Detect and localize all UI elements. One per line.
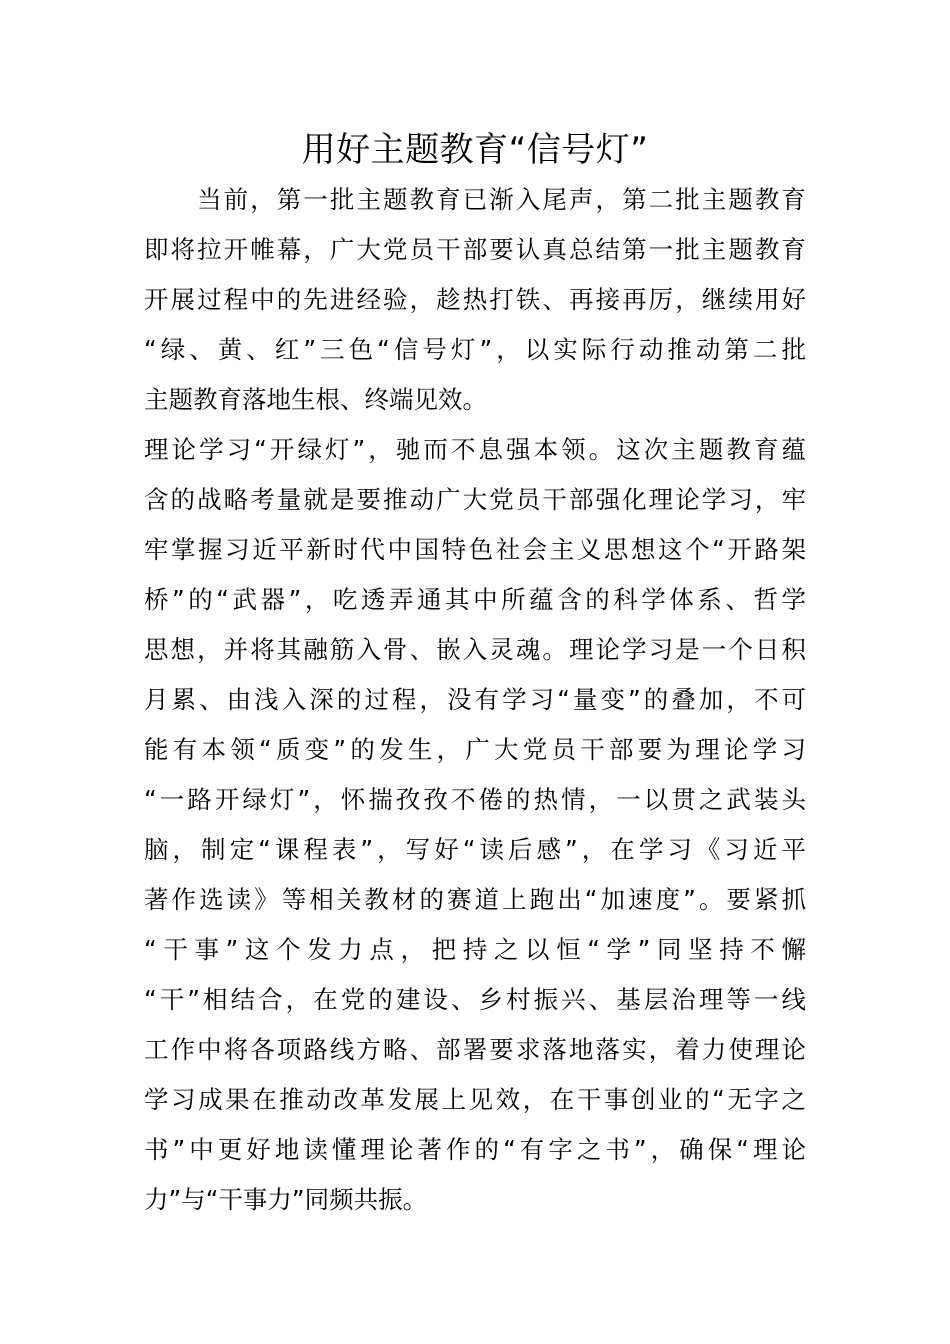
body-line: 书”中更好地读懂理论著作的“有字之书”，确保“理论: [144, 1135, 806, 1164]
body-line: 桥”的“武器”，吃透弄通其中所蕴含的科学体系、哲学: [144, 585, 806, 614]
document-title: 用好主题教育“信号灯”: [301, 130, 649, 170]
body-line: 学习成果在推动改革发展上见效，在干事创业的“无字之: [144, 1085, 806, 1114]
body-line: 著作选读》等相关教材的赛道上跑出“加速度”。要紧抓: [144, 885, 806, 914]
body-line: 即将拉开帷幕，广大党员干部要认真总结第一批主题教育: [144, 235, 806, 264]
body-line: “一路开绿灯”，怀揣孜孜不倦的热情，一以贯之武装头: [144, 785, 806, 814]
body-line: 力”与“干事力”同频共振。: [144, 1185, 428, 1214]
body-line: 工作中将各项路线方略、部署要求落地落实，着力使理论: [144, 1035, 806, 1064]
body-line: “干”相结合，在党的建设、乡村振兴、基层治理等一线: [144, 985, 806, 1014]
body-line: 能有本领“质变”的发生，广大党员干部要为理论学习: [144, 735, 806, 764]
body-line: 思想，并将其融筋入骨、嵌入灵魂。理论学习是一个日积: [144, 635, 806, 664]
body-line: “绿、黄、红”三色“信号灯”，以实际行动推动第二批: [144, 335, 806, 364]
body-line: “干事”这个发力点，把持之以恒“学”同坚持不懈: [144, 935, 806, 964]
body-line: 开展过程中的先进经验，趁热打铁、再接再厉，继续用好: [144, 285, 806, 314]
body-line: 当前，第一批主题教育已渐入尾声，第二批主题教育: [144, 185, 806, 214]
body-line: 牢掌握习近平新时代中国特色社会主义思想这个“开路架: [144, 535, 806, 564]
body-line: 理论学习“开绿灯”，驰而不息强本领。这次主题教育蕴: [144, 435, 806, 464]
body-line: 脑，制定“课程表”，写好“读后感”，在学习《习近平: [144, 835, 806, 864]
body-line: 月累、由浅入深的过程，没有学习“量变”的叠加，不可: [144, 685, 806, 714]
body-line: 主题教育落地生根、终端见效。: [144, 385, 487, 414]
body-line: 含的战略考量就是要推动广大党员干部强化理论学习，牢: [144, 485, 806, 514]
